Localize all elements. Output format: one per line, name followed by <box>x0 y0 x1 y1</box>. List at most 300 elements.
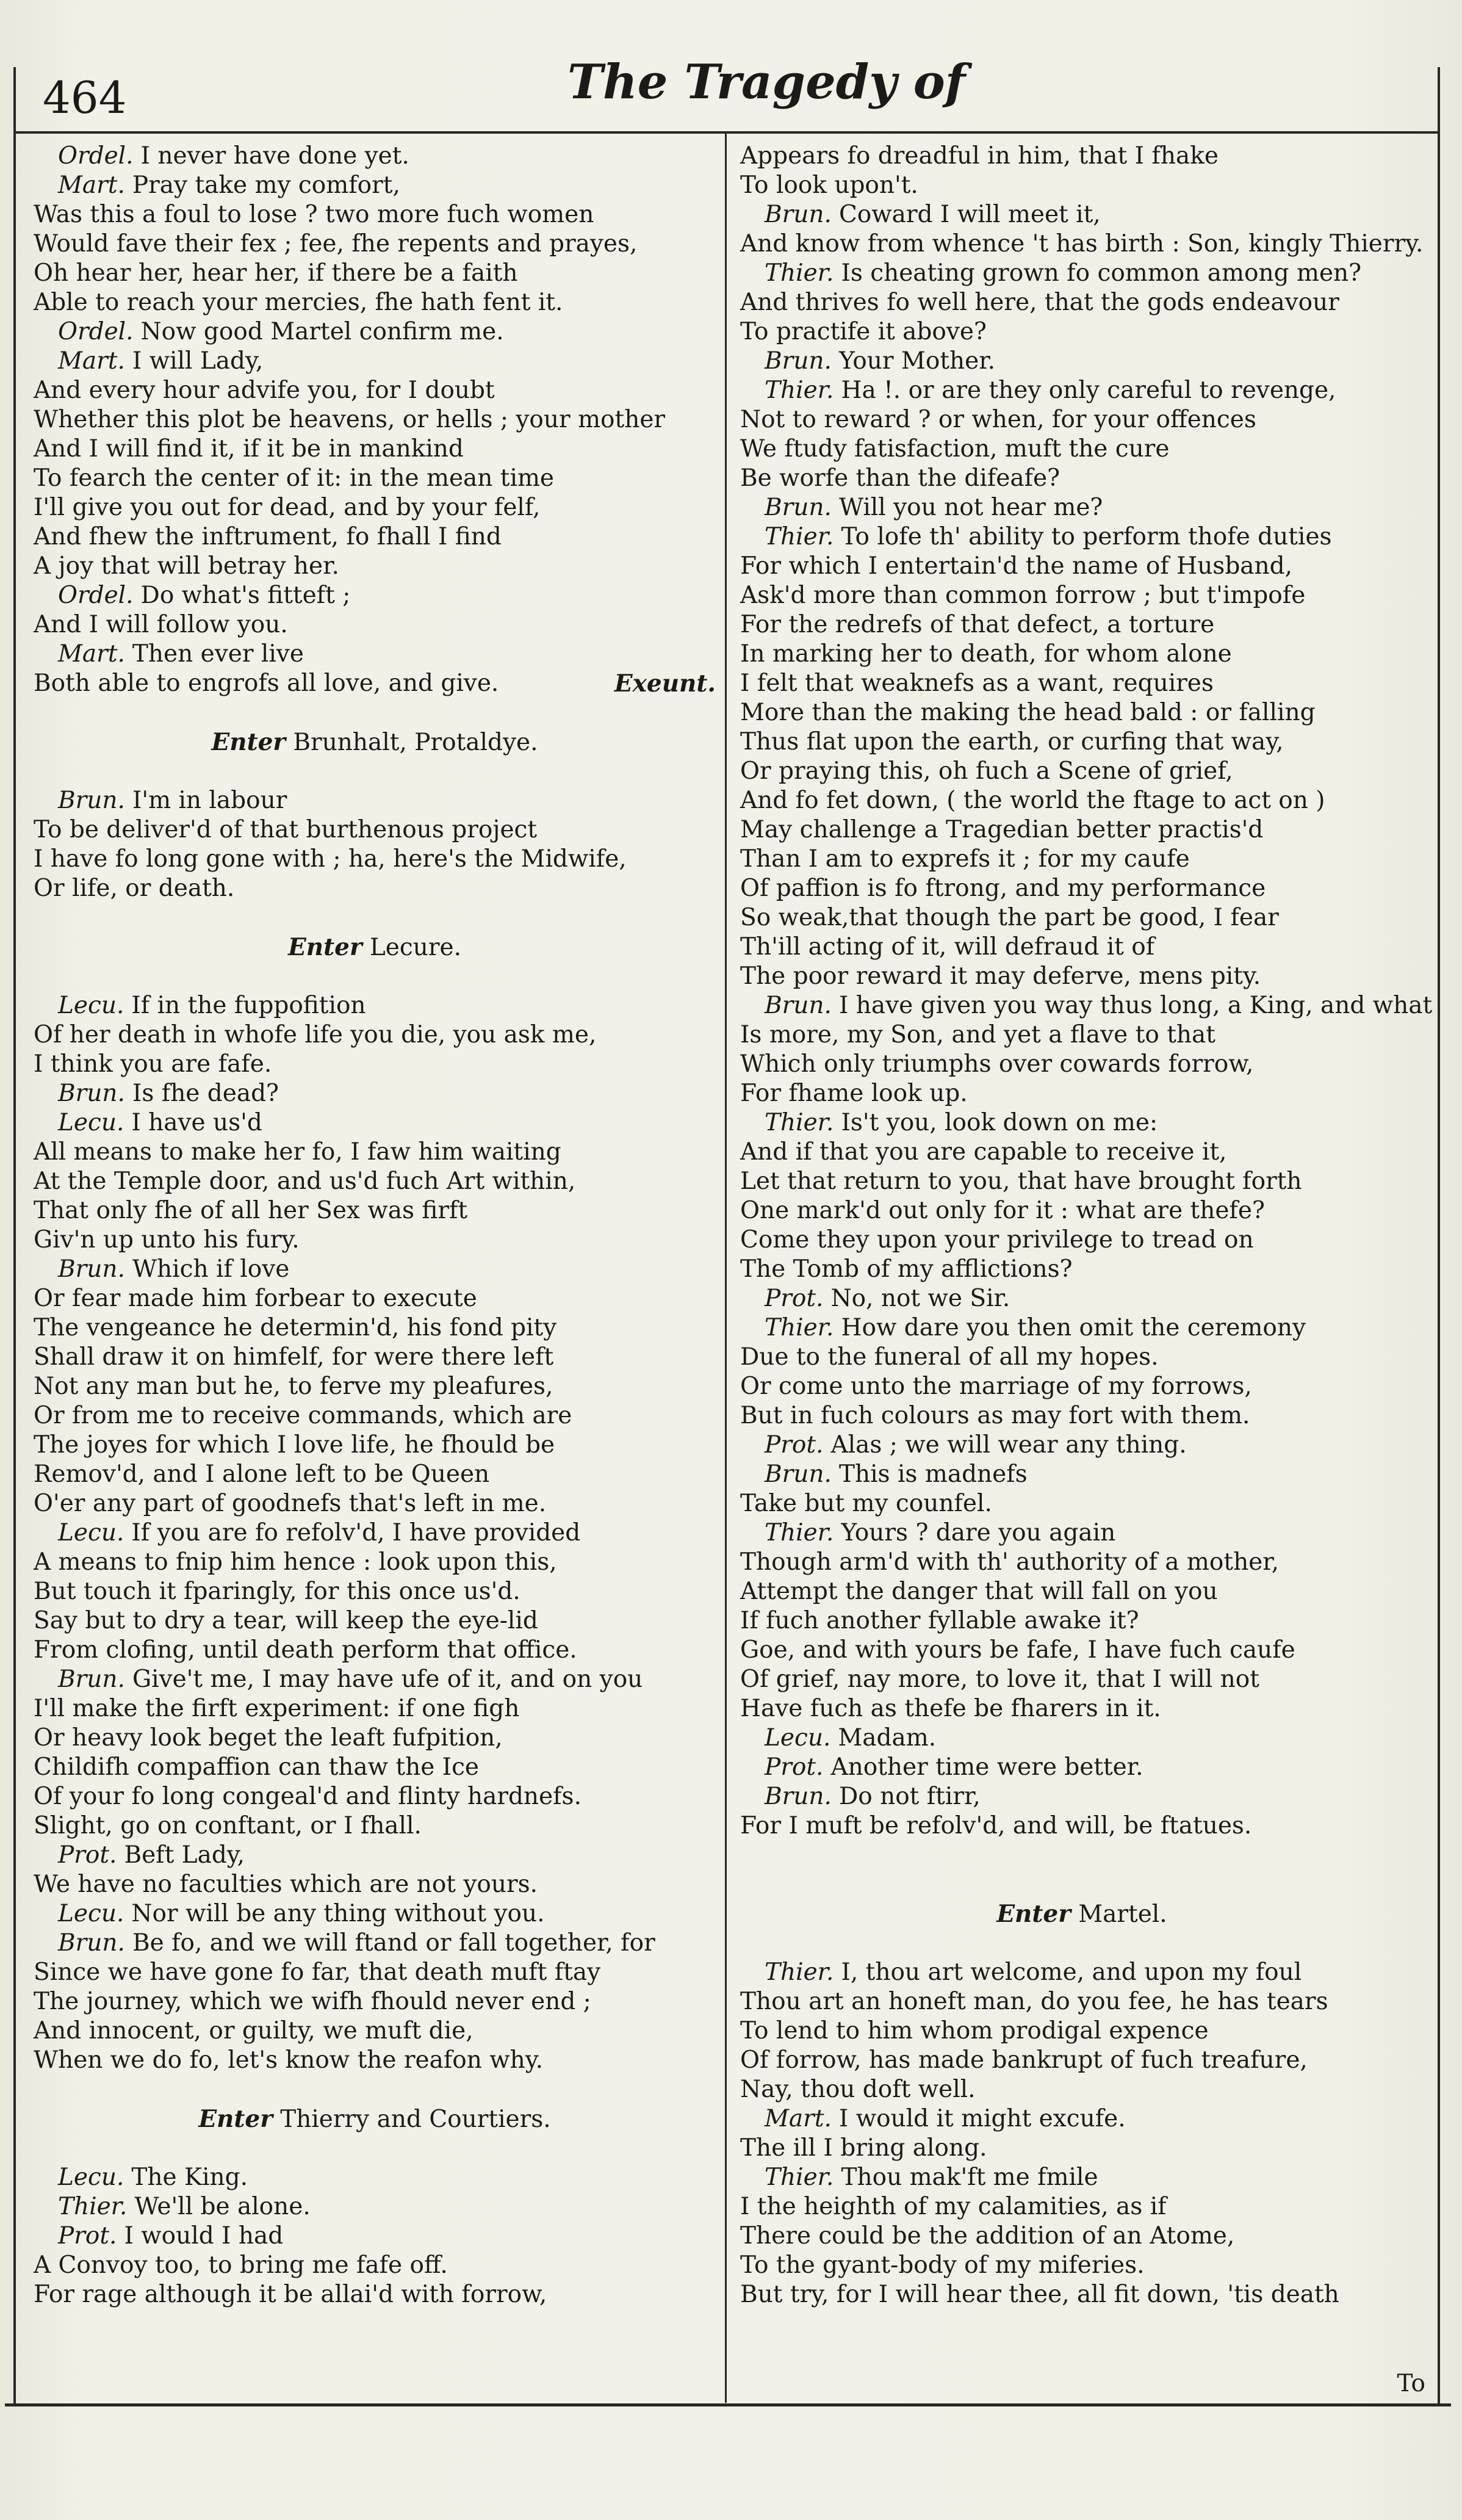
line-text: Take but my counfel. <box>740 1490 992 1517</box>
speech-line <box>740 991 1433 1020</box>
speech-line <box>740 1724 1424 1753</box>
line-text: Pray take my comfort, <box>132 171 400 199</box>
verse-line <box>740 1401 1424 1431</box>
line-text: For the redrefs of that defect, a torture <box>740 611 1215 638</box>
line-text: Is more, my Son, and yet a flave to that <box>740 1021 1215 1049</box>
verse-line <box>34 845 716 874</box>
line-text: The journey, which we wifh fhould never end ; <box>34 1988 591 2015</box>
verse-line <box>34 1782 716 1811</box>
speech-line <box>34 2222 716 2251</box>
verse-line <box>740 610 1424 640</box>
line-text: So weak,that though the part be good, I fear <box>740 904 1279 931</box>
speech-line <box>34 2163 716 2192</box>
line-text: Your Mother. <box>838 347 995 375</box>
line-text: Is fhe dead? <box>132 1080 279 1107</box>
line-text: I would it might excufe. <box>838 2105 1126 2132</box>
verse-line <box>740 815 1424 845</box>
line-text: But try, for I will hear thee, all fit down, 'tis death <box>740 2281 1339 2308</box>
line-text: Of forrow, has made bankrupt of fuch treafure, <box>740 2046 1308 2074</box>
line-text: And if that you are capable to receive it, <box>740 1138 1227 1166</box>
verse-line <box>34 1167 716 1196</box>
line-text: To look upon't. <box>740 171 918 199</box>
speaker-name: Thier. <box>765 377 834 404</box>
speech-line <box>740 347 1424 376</box>
speaker-name: Thier. <box>58 2193 128 2220</box>
verse-line <box>34 1226 716 1255</box>
line-text: I'll make the firft experiment: if one figh <box>34 1695 520 1722</box>
verse-line <box>740 1548 1424 1577</box>
line-text: Ask'd more than common forrow ; but t'impofe <box>740 582 1306 609</box>
verse-line <box>34 874 716 903</box>
line-text: The King. <box>131 2164 248 2191</box>
line-text: To the gyant-body of my miferies. <box>740 2251 1145 2279</box>
verse-line <box>34 1372 716 1401</box>
speaker-name: Prot. <box>765 1285 824 1312</box>
line-text: I think you are fafe. <box>34 1050 272 1078</box>
verse-line <box>740 727 1424 757</box>
verse-line <box>34 1870 716 1899</box>
verse-line <box>34 1460 716 1489</box>
verse-line <box>740 1255 1424 1284</box>
stage-keyword: Enter <box>211 728 286 756</box>
verse-line <box>740 229 1424 259</box>
speech-line <box>34 1518 716 1548</box>
speaker-name: Brun. <box>58 1080 125 1107</box>
speech-line <box>34 1255 716 1284</box>
line-text: Which only triumphs over cowards forrow, <box>740 1050 1254 1078</box>
verse-line <box>740 1636 1424 1665</box>
line-text: Of your fo long congeal'd and flinty hardnefs. <box>34 1783 582 1810</box>
line-text: And I will follow you. <box>34 611 288 638</box>
line-text: Coward I will meet it, <box>838 201 1101 228</box>
speech-line <box>740 200 1424 229</box>
catchword: To <box>1397 2370 1425 2397</box>
column-divider <box>725 131 727 2403</box>
line-text: Slight, go on conftant, or I fhall. <box>34 1812 422 1839</box>
verse-line <box>740 1343 1424 1372</box>
verse-line <box>740 903 1424 933</box>
line-text: Oh hear her, hear her, if there be a faith <box>34 259 518 287</box>
verse-line <box>34 1196 716 1226</box>
line-text: Thus flat upon the earth, or curfing that way, <box>740 728 1284 756</box>
verse-line <box>34 405 716 435</box>
verse-line <box>34 229 716 259</box>
blank-line <box>34 698 716 727</box>
verse-line <box>34 1138 716 1167</box>
speaker-name: Mart. <box>58 171 125 199</box>
speaker-name: Lecu. <box>58 1109 124 1136</box>
line-text: The vengeance he determin'd, his fond pity <box>34 1314 557 1341</box>
line-text: Another time were better. <box>830 1753 1143 1781</box>
line-text: But in fuch colours as may fort with them. <box>740 1402 1250 1429</box>
line-text: Than I am to exprefs it ; for my caufe <box>740 845 1190 873</box>
line-text: Is't you, look down on me: <box>841 1109 1158 1136</box>
verse-line <box>740 962 1424 991</box>
line-text: Not to reward ? or when, for your offences <box>740 406 1256 433</box>
line-text: Come they upon your privilege to tread on <box>740 1226 1254 1254</box>
verse-line <box>740 1226 1424 1255</box>
verse-line <box>34 1694 716 1724</box>
line-text: And I will find it, if it be in mankind <box>34 435 464 463</box>
stage-direction <box>740 1899 1424 1929</box>
verse-line <box>34 493 716 522</box>
line-text: Now good Martel confirm me. <box>140 318 504 345</box>
verse-line <box>34 435 716 464</box>
line-text: The Tomb of my afflictions? <box>740 1255 1073 1283</box>
verse-line <box>34 2251 716 2280</box>
verse-line <box>740 1050 1424 1079</box>
line-text: One mark'd out only for it : what are thefe? <box>740 1197 1265 1224</box>
line-text: To be deliver'd of that burthenous project <box>34 816 538 843</box>
line-text: All means to make her fo, I faw him waiting <box>34 1138 561 1166</box>
verse-line <box>740 2222 1424 2251</box>
speaker-name: Prot. <box>765 1431 824 1459</box>
line-text: We'll be alone. <box>134 2193 311 2220</box>
verse-line-with-exit <box>34 669 716 698</box>
speaker-name: Thier. <box>765 2164 834 2191</box>
speech-line <box>740 1753 1424 1782</box>
speech-line <box>34 142 716 171</box>
verse-line <box>740 1372 1424 1401</box>
verse-line <box>34 2280 716 2309</box>
verse-line <box>34 815 716 845</box>
line-text: Since we have gone fo far, that death muft ftay <box>34 1959 601 1986</box>
line-text: I the heighth of my calamities, as if <box>740 2193 1167 2220</box>
line-text: No, not we Sir. <box>830 1285 1010 1312</box>
blank-line <box>34 2075 716 2104</box>
line-text: For fhame look up. <box>740 1080 968 1107</box>
speaker-name: Ordel. <box>58 582 134 609</box>
verse-line <box>740 2251 1424 2280</box>
line-text: Ha !. or are they only careful to revenge, <box>841 377 1336 404</box>
stage-keyword: Enter <box>996 1900 1071 1928</box>
verse-line <box>34 1987 716 2016</box>
line-text: For rage although it be allai'd with forrow, <box>34 2281 547 2308</box>
speaker-name: Ordel. <box>58 142 134 170</box>
line-text: Whether this plot be heavens, or hells ; your mother <box>34 406 666 433</box>
line-text: Goe, and with yours be fafe, I have fuch caufe <box>740 1636 1295 1664</box>
speaker-name: Brun. <box>765 201 832 228</box>
verse-line <box>740 464 1424 493</box>
exit-direction: Exeunt. <box>614 670 716 698</box>
verse-line <box>740 874 1424 903</box>
verse-line <box>34 288 716 317</box>
line-text: If you are fo refolv'd, I have provided <box>131 1519 581 1547</box>
running-title: The Tragedy of <box>567 54 966 110</box>
line-text: That only fhe of all her Sex was firft <box>34 1197 468 1224</box>
verse-line <box>34 259 716 288</box>
line-text: Shall draw it on himfelf, for were there left <box>34 1343 554 1371</box>
verse-line <box>34 522 716 552</box>
speaker-name: Brun. <box>765 347 832 375</box>
line-text: To fearch the center of it: in the mean time <box>34 464 555 492</box>
verse-line <box>34 1577 716 1606</box>
line-text: Due to the funeral of all my hopes. <box>740 1343 1159 1371</box>
line-text: Of grief, nay more, to love it, that I will not <box>740 1666 1259 1693</box>
speech-line <box>34 1108 716 1138</box>
line-text: Of paffion is fo ftrong, and my performance <box>740 875 1266 902</box>
line-text: May challenge a Tragedian better practis'd <box>740 816 1264 843</box>
line-text: Would fave their fex ; fee, fhe repents and prayes, <box>34 230 638 258</box>
speech-line <box>34 640 716 669</box>
verse-line <box>34 1431 716 1460</box>
speech-line <box>34 2192 716 2222</box>
line-text: Or fear made him forbear to execute <box>34 1285 477 1312</box>
verse-line <box>740 1811 1424 1841</box>
line-text: Or heavy look beget the leaft fufpition, <box>34 1724 503 1752</box>
verse-line <box>740 581 1424 610</box>
verse-line <box>740 2134 1424 2163</box>
speech-line <box>740 1108 1424 1138</box>
line-text: I have us'd <box>131 1109 262 1136</box>
speech-line <box>740 2104 1424 2134</box>
line-text: Or from me to receive commands, which are <box>34 1402 572 1429</box>
line-text: From clofing, until death perform that office. <box>34 1636 577 1664</box>
speech-line <box>740 493 1424 522</box>
verse-line <box>740 1079 1424 1108</box>
line-text: The ill I bring along. <box>740 2134 987 2162</box>
speech-line <box>34 786 716 815</box>
verse-line <box>740 1606 1424 1636</box>
stage-text: Brunhalt, Protaldye. <box>293 729 538 756</box>
line-text: Nay, thou doft well. <box>740 2076 976 2103</box>
line-text: Giv'n up unto his fury. <box>34 1226 300 1254</box>
verse-line <box>34 1313 716 1343</box>
speech-line <box>34 1079 716 1108</box>
page-number: 464 <box>43 72 127 123</box>
line-text: Have fuch as thefe be fharers in it. <box>740 1695 1161 1722</box>
speaker-name: Brun. <box>58 787 125 814</box>
speaker-name: Lecu. <box>58 992 124 1019</box>
line-text: The poor reward it may deferve, mens pity. <box>740 962 1261 990</box>
speaker-name: Prot. <box>58 2222 117 2250</box>
verse-line <box>34 1343 716 1372</box>
speech-line <box>34 1841 716 1870</box>
line-text: Be fo, and we will ftand or fall together, for <box>132 1929 655 1957</box>
speech-line <box>34 171 716 200</box>
line-text: Do what's fitteft ; <box>140 582 351 609</box>
verse-line <box>34 1284 716 1313</box>
line-text: Of her death in whofe life you die, you ask me, <box>34 1021 597 1049</box>
line-text: We have no faculties which are not yours. <box>34 1871 538 1898</box>
verse-line <box>740 786 1424 815</box>
stage-direction <box>34 2104 716 2134</box>
speech-line <box>740 376 1424 405</box>
speech-line <box>740 1431 1424 1460</box>
speaker-name: Lecu. <box>58 1519 124 1547</box>
verse-line <box>740 288 1424 317</box>
speech-line <box>740 1518 1424 1548</box>
stage-direction <box>34 727 716 757</box>
line-text: Though arm'd with th' authority of a mother, <box>740 1548 1280 1576</box>
line-text: I, thou art welcome, and upon my foul <box>841 1959 1302 1986</box>
line-text: Which if love <box>132 1255 290 1283</box>
stage-text: Lecure. <box>369 934 461 961</box>
line-text: Be worfe than the difeafe? <box>740 464 1060 492</box>
speaker-name: Thier. <box>765 1519 834 1547</box>
line-text: I felt that weaknefs as a want, requires <box>740 670 1214 697</box>
verse-line <box>34 1548 716 1577</box>
verse-line <box>740 845 1424 874</box>
line-text: I have fo long gone with ; ha, here's the Midwife, <box>34 845 627 873</box>
left-column <box>34 142 716 2309</box>
speech-line <box>740 1460 1424 1489</box>
verse-line <box>740 435 1424 464</box>
verse-line <box>34 1753 716 1782</box>
verse-line <box>740 1577 1424 1606</box>
line-text: Yours ? dare you again <box>841 1519 1116 1547</box>
verse-line <box>34 376 716 405</box>
line-text: Or come unto the marriage of my forrows, <box>740 1373 1252 1400</box>
line-text: I never have done yet. <box>140 142 409 170</box>
line-text: There could be the addition of an Atome, <box>740 2222 1235 2250</box>
line-text: Both able to engrofs all love, and give. <box>34 670 499 697</box>
speaker-name: Brun. <box>765 1783 832 1810</box>
speaker-name: Lecu. <box>58 1900 124 1927</box>
verse-line <box>740 640 1424 669</box>
line-text: To lend to him whom prodigal expence <box>740 2017 1209 2045</box>
line-text: And know from whence 't has birth : Son, kingly Thierry. <box>740 230 1424 258</box>
verse-line <box>740 142 1424 171</box>
line-text: The joyes for which I love life, he fhould be <box>34 1431 555 1459</box>
verse-line <box>34 1020 716 1050</box>
line-text: How dare you then omit the ceremony <box>841 1314 1306 1341</box>
line-text: Do not ftirr, <box>838 1783 981 1810</box>
line-text: I'm in labour <box>132 787 287 814</box>
line-text: Madam. <box>838 1724 937 1752</box>
line-text: Thou art an honeft man, do you fee, he has tears <box>740 1988 1328 2015</box>
verse-line <box>34 2016 716 2046</box>
line-text: Appears fo dreadful in him, that I fhake <box>740 142 1219 170</box>
speaker-name: Brun. <box>765 992 832 1019</box>
line-text: A means to fnip him hence : look upon this, <box>34 1548 557 1576</box>
line-text: Say but to dry a tear, will keep the eye-lid <box>34 1607 538 1634</box>
verse-line <box>740 1020 1424 1050</box>
line-text: We ftudy fatisfaction, muft the cure <box>740 435 1170 463</box>
speaker-name: Brun. <box>58 1666 125 1693</box>
line-text: Then ever live <box>132 640 304 668</box>
verse-line <box>34 2046 716 2075</box>
line-text: O'er any part of goodnefs that's left in me. <box>34 1490 547 1517</box>
speech-line <box>34 991 716 1020</box>
line-text: I have given you way thus long, a King, and what <box>838 992 1433 1019</box>
verse-line <box>740 1196 1424 1226</box>
verse-line <box>34 1606 716 1636</box>
line-text: Will you not hear me? <box>838 494 1103 521</box>
line-text: Is cheating grown fo common among men? <box>841 259 1362 287</box>
line-text: To lofe th' ability to perform thofe duties <box>841 523 1332 551</box>
verse-line <box>740 405 1424 435</box>
speaker-name: Thier. <box>765 1314 834 1341</box>
verse-line <box>740 2192 1424 2222</box>
line-text: I will Lady, <box>132 347 264 375</box>
verse-line <box>34 1811 716 1841</box>
blank-line <box>740 1870 1424 1899</box>
speaker-name: Brun. <box>765 494 832 521</box>
line-text: More than the making the head bald : or falling <box>740 699 1316 726</box>
speech-line <box>34 347 716 376</box>
line-text: Or praying this, oh fuch a Scene of grief, <box>740 757 1233 785</box>
line-text: Attempt the danger that will fall on you <box>740 1578 1218 1605</box>
speech-line <box>740 1782 1424 1811</box>
verse-line <box>34 1050 716 1079</box>
right-column <box>740 142 1433 2309</box>
line-text: For which I entertain'd the name of Husband, <box>740 552 1293 580</box>
speaker-name: Ordel. <box>58 318 134 345</box>
speech-line <box>34 1665 716 1694</box>
line-text: This is madnefs <box>838 1460 1028 1488</box>
verse-line <box>34 1958 716 1987</box>
verse-line <box>34 552 716 581</box>
speaker-name: Mart. <box>765 2105 832 2132</box>
stage-keyword: Enter <box>288 933 362 961</box>
verse-line <box>34 200 716 229</box>
verse-line <box>740 669 1424 698</box>
verse-line <box>740 1167 1424 1196</box>
line-text: A Convoy too, to bring me fafe off. <box>34 2251 448 2279</box>
blank-line <box>34 903 716 933</box>
line-text: Th'ill acting of it, will defraud it of <box>740 933 1155 961</box>
verse-line <box>34 1489 716 1518</box>
speech-line <box>34 317 716 347</box>
speech-line <box>34 581 716 610</box>
line-text: Nor will be any thing without you. <box>131 1900 545 1927</box>
speech-line <box>740 259 1424 288</box>
speech-line <box>740 1313 1424 1343</box>
verse-line <box>740 1489 1424 1518</box>
verse-line <box>740 2075 1424 2104</box>
speaker-name: Thier. <box>765 523 834 551</box>
line-text: Able to reach your mercies, fhe hath fent it. <box>34 289 563 316</box>
verse-line <box>740 2280 1424 2309</box>
line-text: Thou mak'ft me fmile <box>841 2164 1098 2191</box>
blank-line <box>34 2134 716 2163</box>
blank-line <box>34 962 716 991</box>
speaker-name: Mart. <box>58 347 125 375</box>
line-text: Beft Lady, <box>124 1841 245 1869</box>
verse-line <box>34 1401 716 1431</box>
speaker-name: Thier. <box>765 1109 834 1136</box>
line-text: Alas ; we will wear any thing. <box>830 1431 1187 1459</box>
speech-line <box>34 1929 716 1958</box>
speaker-name: Lecu. <box>58 2164 124 2191</box>
speaker-name: Lecu. <box>765 1724 831 1752</box>
line-text: Was this a foul to lose ? two more fuch women <box>34 201 594 228</box>
verse-line <box>740 1138 1424 1167</box>
stage-keyword: Enter <box>198 2105 273 2133</box>
line-text: I would I had <box>124 2222 284 2250</box>
line-text: Childifh compaffion can thaw the Ice <box>34 1753 480 1781</box>
speech-line <box>740 1284 1424 1313</box>
verse-line <box>740 171 1424 200</box>
line-text: And fhew the inftrument, fo fhall I find <box>34 523 502 551</box>
line-text: If in the fuppofition <box>131 992 366 1019</box>
verse-line <box>34 610 716 640</box>
line-text: Remov'd, and I alone left to be Queen <box>34 1460 490 1488</box>
line-text: But touch it fparingly, for this once us'd. <box>34 1578 520 1605</box>
line-text: And thrives fo well here, that the gods endeavour <box>740 289 1339 316</box>
stage-text: Thierry and Courtiers. <box>280 2106 551 2133</box>
verse-line <box>34 464 716 493</box>
verse-line <box>740 1694 1424 1724</box>
verse-line <box>34 1724 716 1753</box>
speaker-name: Thier. <box>765 1959 834 1986</box>
line-text: A joy that will betray her. <box>34 552 339 580</box>
blank-line <box>34 757 716 786</box>
speech-line <box>740 522 1424 552</box>
speech-line <box>34 1899 716 1929</box>
speaker-name: Prot. <box>765 1753 824 1781</box>
